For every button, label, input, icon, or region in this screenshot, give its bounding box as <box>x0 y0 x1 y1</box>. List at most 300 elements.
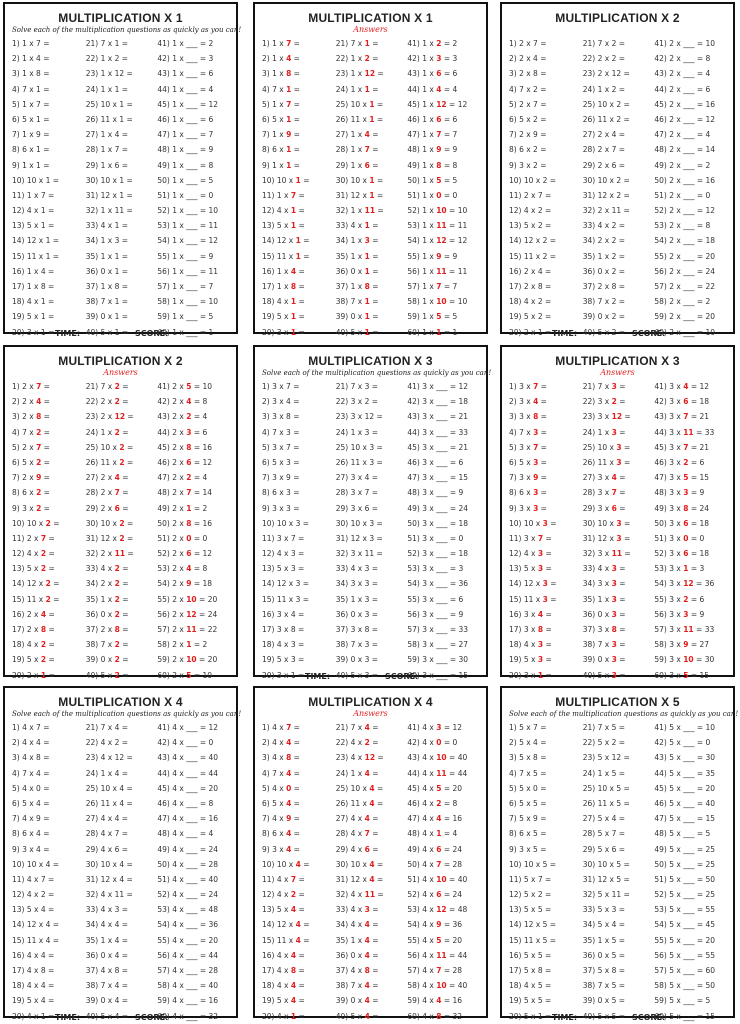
question-row: 10) 10 x 3 = <box>262 518 310 528</box>
question-row: 53) 2 x ___ = 8 <box>654 221 711 231</box>
question-row: 32) 3 x 11 = <box>335 549 383 559</box>
question-row: 51) 1 x ___ = 0 <box>157 190 214 200</box>
answer-value: 7 <box>286 39 292 48</box>
answer-value: 5 <box>186 382 192 391</box>
answer-value: 11 <box>611 549 623 559</box>
answer-value: 2 <box>119 533 125 543</box>
question-row: 6) 5 x 3 = <box>262 457 300 467</box>
question-row: 37) 2 x 8 = <box>582 282 626 291</box>
question-row: 27) 1 x 4 = <box>85 130 129 140</box>
question-row: 31) 12 x 1 = <box>335 190 384 200</box>
question-row: 8) 6 x 3 = <box>509 488 547 498</box>
answer-value: 7 <box>286 723 292 732</box>
question-column <box>86 36 158 340</box>
question-row: 31) 12 x 4 = <box>85 874 133 884</box>
answer-value: 8 <box>537 625 544 634</box>
question-column <box>336 379 408 683</box>
question-row: 5) 2 x 7 = <box>12 442 50 452</box>
question-row: 19) 5 x 3 = <box>509 655 552 665</box>
question-row: 19) 5 x 1 = <box>12 312 55 322</box>
answer-value: 2 <box>114 397 120 407</box>
question-row: 10) 10 x 5 = <box>509 859 557 869</box>
question-row: 19) 5 x 2 = <box>509 312 552 322</box>
answer-value: 1 <box>186 640 192 650</box>
question-column <box>157 36 229 340</box>
score-label: SCORE: <box>632 1013 666 1022</box>
answers-label: Answers <box>353 709 388 718</box>
question-row: 27) 2 x 4 = <box>85 473 129 483</box>
question-row: 32) 2 x 11 = <box>85 549 134 559</box>
question-row: 53) 1 x ___ = 11 <box>157 221 219 231</box>
answer-value: 10 <box>683 655 694 665</box>
answer-value: 3 <box>537 640 544 650</box>
question-row: 58) 4 x 10 = 40 <box>407 981 468 991</box>
time-label: TIME: <box>552 1013 578 1022</box>
question-row: 44) 3 x ___ = 33 <box>407 427 469 437</box>
question-row: 35) 1 x 1 = <box>335 251 379 261</box>
question-row: 54) 2 x ___ = 18 <box>654 236 716 246</box>
question-row: 55) 1 x ___ = 9 <box>157 251 214 261</box>
question-column <box>583 36 655 340</box>
question-row: 4) 7 x 3 = <box>262 427 300 437</box>
question-row: 42) 3 x 6 = 18 <box>654 397 710 407</box>
answer-value: 8 <box>533 412 539 422</box>
question-row: 5) 5 x 0 = <box>509 783 547 793</box>
question-row: 31) 12 x 5 = <box>582 874 630 884</box>
question-row: 44) 2 x ___ = 6 <box>654 84 711 94</box>
question-column <box>583 379 655 683</box>
answer-value: 8 <box>290 282 297 291</box>
question-row: 56) 4 x 11 = 44 <box>407 950 468 960</box>
question-row: 46) 5 x ___ = 40 <box>654 798 716 808</box>
question-column <box>157 720 229 1024</box>
question-row: 20) 3 x 1 = <box>509 670 552 680</box>
question-column <box>12 720 86 1024</box>
question-row: 1) 5 x 7 = <box>509 723 547 732</box>
question-row: 9) 3 x 4 = <box>12 844 50 854</box>
question-row: 24) 1 x 4 = <box>335 768 379 778</box>
question-row: 24) 1 x 2 = <box>85 427 129 437</box>
question-row: 2) 2 x 4 = <box>509 54 547 64</box>
question-row: 15) 11 x 3 = <box>262 594 310 604</box>
question-row: 48) 4 x 1 = 4 <box>407 829 458 839</box>
question-row: 20) 3 x 1 = <box>12 327 55 337</box>
answer-value: 7 <box>683 442 689 452</box>
question-grid <box>262 36 479 340</box>
answers-label: Answers <box>600 368 635 377</box>
question-row: 22) 5 x 2 = <box>582 738 626 748</box>
question-row: 1) 3 x 7 = <box>509 382 547 391</box>
question-row: 42) 2 x ___ = 8 <box>654 54 711 64</box>
answer-value: 9 <box>286 130 292 140</box>
question-row: 54) 2 x 9 = 18 <box>157 579 213 589</box>
question-row: 18) 4 x 2 = <box>509 297 552 307</box>
question-row: 32) 2 x 11 = <box>582 206 630 216</box>
question-row: 34) 2 x 2 = <box>85 579 129 589</box>
question-row: 37) 4 x 8 = <box>335 966 379 975</box>
answer-value: 11 <box>436 768 447 778</box>
question-row: 14) 12 x 2 = <box>509 236 557 246</box>
question-row: 7) 1 x 9 = <box>12 130 50 140</box>
worksheet-title: MULTIPLICATION X 4 <box>58 695 183 709</box>
answer-value: 7 <box>286 99 292 109</box>
question-row: 18) 4 x 1 = <box>12 297 55 307</box>
answer-value: 3 <box>542 579 548 589</box>
question-row: 17) 1 x 8 = <box>12 282 55 291</box>
question-row: 3) 2 x 8 = <box>509 69 547 79</box>
question-row: 38) 7 x 3 = <box>335 640 379 650</box>
question-row: 45) 3 x ___ = 21 <box>407 442 469 452</box>
question-row: 60) 5 x ___ = 15 <box>654 1011 716 1021</box>
answer-value: 4 <box>114 473 120 483</box>
question-row: 13) 5 x 2 = <box>12 564 55 574</box>
answer-value: 3 <box>436 723 442 732</box>
question-row: 24) 1 x 2 = <box>582 84 626 94</box>
instructions-text: Solve each of the multiplication questions as quickly as you can! <box>509 710 739 718</box>
question-row: 60) 4 x 8 = 32 <box>407 1011 463 1021</box>
question-row: 37) 5 x 8 = <box>582 966 626 975</box>
question-row: 11) 4 x 7 = <box>262 874 305 884</box>
answer-value: 4 <box>186 564 192 574</box>
answer-value: 3 <box>611 579 617 589</box>
answer-value: 1 <box>286 145 292 155</box>
question-row: 56) 1 x 11 = 11 <box>407 266 468 276</box>
answer-value: 7 <box>533 442 539 452</box>
question-row: 52) 2 x ___ = 12 <box>654 206 716 216</box>
question-row: 6) 5 x 4 = <box>262 798 300 808</box>
answer-value: 2 <box>114 640 120 650</box>
question-row: 47) 5 x ___ = 15 <box>654 814 716 824</box>
question-row: 5) 2 x 7 = <box>509 99 547 109</box>
question-row: 47) 4 x 4 = 16 <box>407 814 463 824</box>
question-row: 5) 3 x 7 = <box>509 442 547 452</box>
question-row: 26) 11 x 4 = <box>85 798 133 808</box>
question-row: 56) 2 x 12 = 24 <box>157 609 218 619</box>
question-row: 50) 2 x 8 = 16 <box>157 518 213 528</box>
answer-value: 1 <box>286 84 292 94</box>
answer-value: 9 <box>36 473 42 483</box>
question-row: 4) 7 x 4 = <box>12 768 50 778</box>
answer-value: 9 <box>533 473 539 483</box>
answer-value: 1 <box>436 327 442 337</box>
question-row: 34) 4 x 4 = <box>85 920 129 930</box>
question-row: 45) 1 x ___ = 12 <box>157 99 219 109</box>
question-row: 5) 4 x 0 = <box>12 783 50 793</box>
question-row: 15) 11 x 3 = <box>509 594 557 604</box>
question-row: 30) 10 x 5 = <box>582 859 630 869</box>
question-grid <box>509 720 726 1024</box>
answer-value: 2 <box>36 427 42 437</box>
answer-value: 1 <box>364 312 370 322</box>
answer-value: 8 <box>290 966 297 975</box>
question-row: 13) 5 x 4 = <box>262 905 305 915</box>
answer-value: 3 <box>683 609 689 619</box>
answer-value: 4 <box>364 981 370 991</box>
question-row: 5) 4 x 0 = <box>262 783 300 793</box>
question-row: 24) 1 x 5 = <box>582 768 626 778</box>
question-row: 54) 4 x 9 = 36 <box>407 920 463 930</box>
question-row: 55) 4 x 5 = 20 <box>407 935 463 945</box>
answer-value: 3 <box>436 54 442 64</box>
question-row: 45) 5 x ___ = 20 <box>654 783 716 793</box>
question-row: 29) 4 x 6 = <box>85 844 129 854</box>
question-row: 15) 11 x 1 = <box>12 251 60 261</box>
answer-value: 1 <box>295 251 301 261</box>
question-row: 30) 10 x 4 = <box>85 859 133 869</box>
answer-value: 2 <box>114 427 120 437</box>
question-row: 10) 10 x 4 = <box>12 859 60 869</box>
question-row: 35) 1 x 4 = <box>335 935 379 945</box>
answer-value: 8 <box>286 753 292 763</box>
question-row: 33) 4 x 3 = <box>335 564 379 574</box>
question-row: 11) 3 x 7 = <box>262 533 305 543</box>
answer-value: 1 <box>290 327 297 337</box>
answer-value: 6 <box>683 397 689 407</box>
answer-value: 7 <box>364 829 370 839</box>
answer-value: 7 <box>436 966 442 975</box>
question-row: 41) 4 x 3 = 12 <box>407 723 463 732</box>
question-column <box>86 379 158 683</box>
question-row: 8) 6 x 3 = <box>262 488 300 498</box>
question-row: 49) 4 x 6 = 24 <box>407 844 463 854</box>
question-row: 12) 5 x 2 = <box>509 890 552 900</box>
question-row: 5) 1 x 7 = <box>12 99 50 109</box>
question-row: 41) 3 x ___ = 12 <box>407 382 469 391</box>
answer-value: 2 <box>45 518 51 528</box>
question-row: 34) 2 x 2 = <box>582 236 626 246</box>
answer-value: 3 <box>611 594 617 604</box>
question-row: 30) 10 x 2 = <box>582 175 630 185</box>
answer-value: 1 <box>369 175 375 185</box>
question-row: 32) 4 x 11 = <box>335 890 384 900</box>
question-row: 8) 6 x 4 = <box>262 829 300 839</box>
question-row: 6) 5 x 2 = <box>509 114 547 124</box>
question-row: 34) 4 x 4 = <box>335 920 379 930</box>
question-row: 45) 1 x 12 = 12 <box>407 99 468 109</box>
question-row: 60) 1 x 1 = 1 <box>407 327 458 337</box>
answer-value: 10 <box>186 655 197 665</box>
answer-value: 7 <box>436 859 442 869</box>
score-label: SCORE: <box>135 329 169 338</box>
answer-value: 4 <box>286 829 292 839</box>
question-row: 22) 2 x 2 = <box>85 397 129 407</box>
answer-value: 4 <box>290 266 297 276</box>
question-row: 12) 4 x 2 = <box>262 890 305 900</box>
question-row: 43) 4 x 10 = 40 <box>407 753 468 763</box>
question-row: 20) 3 x 1 = <box>262 327 305 337</box>
question-column <box>407 379 479 683</box>
answer-value: 4 <box>369 874 375 884</box>
answer-value: 4 <box>436 814 442 824</box>
question-column <box>336 36 408 340</box>
question-row: 7) 2 x 9 = <box>12 473 50 483</box>
answer-value: 8 <box>436 1011 442 1021</box>
question-row: 51) 2 x ___ = 0 <box>654 190 711 200</box>
question-row: 38) 7 x 2 = <box>85 640 129 650</box>
answer-value: 2 <box>40 640 47 650</box>
question-row: 47) 2 x ___ = 4 <box>654 130 711 140</box>
question-row: 52) 2 x 6 = 12 <box>157 549 213 559</box>
question-row: 23) 4 x 12 = <box>335 753 384 763</box>
answers-label: Answers <box>103 368 138 377</box>
answer-value: 4 <box>364 950 370 960</box>
answer-value: 1 <box>683 564 689 574</box>
question-row: 59) 3 x ___ = 30 <box>407 655 469 665</box>
question-row: 29) 5 x 6 = <box>582 844 626 854</box>
answer-value: 12 <box>114 412 126 422</box>
question-row: 31) 12 x 2 = <box>85 533 134 543</box>
question-row: 42) 5 x ___ = 0 <box>654 738 711 748</box>
question-row: 47) 4 x ___ = 16 <box>157 814 219 824</box>
question-row: 50) 3 x 6 = 18 <box>654 518 710 528</box>
question-row: 54) 1 x ___ = 12 <box>157 236 219 246</box>
answer-value: 8 <box>364 966 370 975</box>
question-row: 8) 6 x 1 = <box>12 145 50 155</box>
question-row: 11) 1 x 7 = <box>262 190 305 200</box>
question-row: 50) 2 x ___ = 16 <box>654 175 716 185</box>
worksheet-card <box>3 686 242 1022</box>
answer-value: 8 <box>436 160 442 170</box>
question-grid <box>12 379 229 683</box>
question-row: 55) 3 x 2 = 6 <box>654 594 705 604</box>
question-row: 13) 5 x 4 = <box>12 905 55 915</box>
question-row: 40) 5 x 2 = <box>85 670 129 680</box>
answer-value: 6 <box>436 114 442 124</box>
question-row: 16) 2 x 4 = <box>509 266 552 276</box>
question-row: 36) 0 x 1 = <box>335 266 379 276</box>
question-row: 36) 0 x 3 = <box>335 609 379 619</box>
question-row: 12) 4 x 2 = <box>12 549 55 559</box>
question-row: 13) 5 x 2 = <box>509 221 552 231</box>
question-row: 52) 4 x ___ = 24 <box>157 890 219 900</box>
question-row: 58) 1 x ___ = 10 <box>157 297 219 307</box>
question-row: 35) 1 x 3 = <box>582 594 626 604</box>
question-row: 52) 3 x ___ = 18 <box>407 549 469 559</box>
question-row: 20) 4 x 1 = <box>12 1011 55 1021</box>
answer-value: 3 <box>542 594 548 604</box>
question-row: 58) 3 x ___ = 27 <box>407 640 469 650</box>
question-row: 30) 10 x 1 = <box>335 175 384 185</box>
answer-value: 3 <box>537 549 544 559</box>
question-row: 14) 12 x 5 = <box>509 920 557 930</box>
question-row: 3) 1 x 8 = <box>12 69 50 79</box>
question-row: 6) 5 x 2 = <box>12 457 50 467</box>
answer-value: 3 <box>616 442 622 452</box>
question-row: 33) 4 x 2 = <box>85 564 129 574</box>
question-row: 9) 1 x 1 = <box>262 160 300 170</box>
answer-value: 4 <box>364 723 370 732</box>
question-grid <box>262 379 479 683</box>
question-row: 59) 2 x 10 = 20 <box>157 655 218 665</box>
answer-value: 1 <box>295 236 301 246</box>
question-column <box>509 379 583 683</box>
answer-value: 1 <box>40 670 47 680</box>
question-row: 28) 3 x 7 = <box>582 488 626 498</box>
question-grid <box>262 720 479 1024</box>
question-row: 40) 5 x 2 = <box>582 327 626 337</box>
answer-value: 3 <box>542 518 548 528</box>
answer-value: 4 <box>186 397 192 407</box>
question-row: 4) 7 x 2 = <box>509 84 547 94</box>
question-row: 16) 1 x 4 = <box>262 266 305 276</box>
question-row: 59) 1 x 5 = 5 <box>407 312 458 322</box>
question-row: 9) 3 x 3 = <box>262 503 300 513</box>
answer-value: 10 <box>436 206 447 216</box>
question-row: 56) 3 x ___ = 9 <box>407 609 464 619</box>
worksheet-card <box>500 686 739 1022</box>
answer-value: 2 <box>36 457 42 467</box>
question-row: 21) 7 x 4 = <box>335 723 379 732</box>
answer-value: 2 <box>114 579 120 589</box>
question-row: 30) 10 x 3 = <box>582 518 631 528</box>
answer-value: 2 <box>36 503 42 513</box>
question-row: 22) 4 x 2 = <box>335 738 379 748</box>
answer-value: 4 <box>286 738 292 748</box>
question-row: 36) 0 x 1 = <box>85 266 129 276</box>
question-row: 40) 5 x 4 = <box>85 1011 129 1021</box>
answer-value: 3 <box>611 427 617 437</box>
answer-value: 9 <box>436 251 442 261</box>
question-row: 22) 4 x 2 = <box>85 738 129 748</box>
question-row: 15) 11 x 2 = <box>12 594 60 604</box>
answer-value: 1 <box>369 114 375 124</box>
answer-value: 10 <box>436 297 447 307</box>
question-row: 10) 10 x 2 = <box>12 518 60 528</box>
question-row: 44) 2 x 3 = 6 <box>157 427 208 437</box>
question-column <box>12 36 86 340</box>
question-row: 27) 3 x 4 = <box>582 473 626 483</box>
question-row: 16) 4 x 4 = <box>262 950 305 960</box>
question-row: 58) 2 x ___ = 2 <box>654 297 711 307</box>
question-row: 35) 1 x 3 = <box>335 594 379 604</box>
question-row: 45) 2 x ___ = 16 <box>654 99 716 109</box>
question-row: 53) 3 x 1 = 3 <box>654 564 705 574</box>
question-row: 19) 5 x 2 = <box>12 655 55 665</box>
answer-value: 3 <box>533 427 539 437</box>
question-row: 48) 5 x ___ = 5 <box>654 829 711 839</box>
question-row: 16) 2 x 4 = <box>12 609 55 619</box>
score-label: SCORE: <box>632 329 666 338</box>
worksheet-title: MULTIPLICATION X 1 <box>308 11 433 25</box>
question-row: 48) 3 x 3 = 9 <box>654 488 705 498</box>
question-row: 13) 5 x 3 = <box>509 564 552 574</box>
question-row: 33) 4 x 3 = <box>582 564 626 574</box>
instructions-text: Solve each of the multiplication questions as quickly as you can! <box>262 369 492 377</box>
question-row: 10) 10 x 2 = <box>509 175 557 185</box>
question-row: 53) 4 x ___ = 48 <box>157 905 219 915</box>
answer-value: 2 <box>40 564 47 574</box>
instructions-text: Solve each of the multiplication questions as quickly as you can! <box>12 710 242 718</box>
question-row: 58) 5 x ___ = 50 <box>654 981 716 991</box>
question-row: 17) 5 x 8 = <box>509 966 552 975</box>
answer-value: 3 <box>537 655 544 665</box>
question-row: 14) 12 x 3 = <box>509 579 557 589</box>
question-row: 37) 4 x 8 = <box>85 966 129 975</box>
answer-value: 4 <box>683 382 689 391</box>
question-row: 12) 4 x 3 = <box>509 549 552 559</box>
question-row: 33) 5 x 3 = <box>582 905 626 915</box>
question-row: 54) 3 x ___ = 36 <box>407 579 469 589</box>
question-row: 32) 5 x 11 = <box>582 890 630 900</box>
question-row: 18) 4 x 3 = <box>509 640 552 650</box>
question-row: 23) 1 x 12 = <box>335 69 384 79</box>
question-row: 58) 4 x ___ = 40 <box>157 981 219 991</box>
question-row: 39) 0 x 3 = <box>582 655 626 665</box>
answer-value: 4 <box>286 844 292 854</box>
question-row: 48) 3 x ___ = 9 <box>407 488 464 498</box>
question-row: 14) 12 x 3 = <box>262 579 310 589</box>
question-row: 25) 10 x 2 = <box>85 442 134 452</box>
